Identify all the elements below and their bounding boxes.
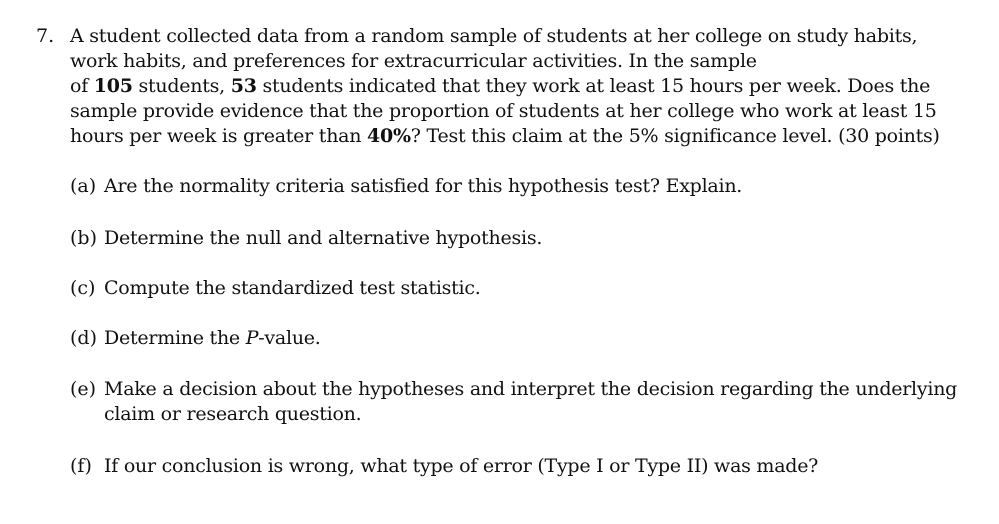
part-label: (a) — [70, 175, 97, 197]
part-text: Determine the null and alternative hypothesis. — [104, 227, 543, 249]
stem-text: hours per week is greater than — [70, 125, 368, 147]
stem-line-1 — [70, 24, 975, 49]
part-text: Compute the standardized test statistic. — [104, 277, 481, 299]
stem-text: A student collected data from a random sample of students at her college on study habits, — [70, 25, 918, 47]
part-text: Are the normality criteria satisfied for this hypothesis test? Explain. — [104, 175, 743, 197]
success-count-value: 53 — [230, 75, 257, 97]
part-label: (e) — [70, 378, 97, 400]
stem-text: students, — [132, 75, 231, 97]
stem-text: of — [70, 75, 94, 97]
stem-line-4 — [70, 99, 975, 124]
claimed-proportion-value: 40% — [367, 125, 411, 147]
sample-size-value: 105 — [93, 75, 133, 97]
part-text-post: -value. — [258, 327, 321, 349]
p-symbol: P — [245, 327, 259, 349]
question-stem — [70, 24, 975, 149]
part-text-pre: Determine the — [104, 327, 246, 349]
part-label: (f) — [70, 455, 92, 477]
part-text: If our conclusion is wrong, what type of error (Type I or Type II) was made? — [104, 455, 819, 477]
part-text-line-2: claim or research question. — [104, 403, 362, 425]
stem-text: sample provide evidence that the proportion of students at her college who work at least 15 — [70, 100, 937, 122]
part-text-line-1: Make a decision about the hypotheses and interpret the decision regarding the underlying — [104, 378, 958, 400]
stem-line-3 — [70, 74, 975, 99]
part-text — [104, 326, 964, 351]
part-label: (d) — [70, 327, 97, 349]
part-label: (b) — [70, 227, 97, 249]
stem-line-2 — [70, 49, 975, 74]
stem-text: work habits, and preferences for extracurricular activities. In the sample — [70, 50, 757, 72]
stem-line-5 — [70, 124, 975, 149]
part-label: (c) — [70, 277, 96, 299]
stem-text: ? Test this claim at the 5% significance level. (30 points) — [410, 125, 940, 147]
stem-text: students indicated that they work at least 15 hours per week. Does the — [256, 75, 931, 97]
question-number: 7. — [36, 25, 55, 47]
